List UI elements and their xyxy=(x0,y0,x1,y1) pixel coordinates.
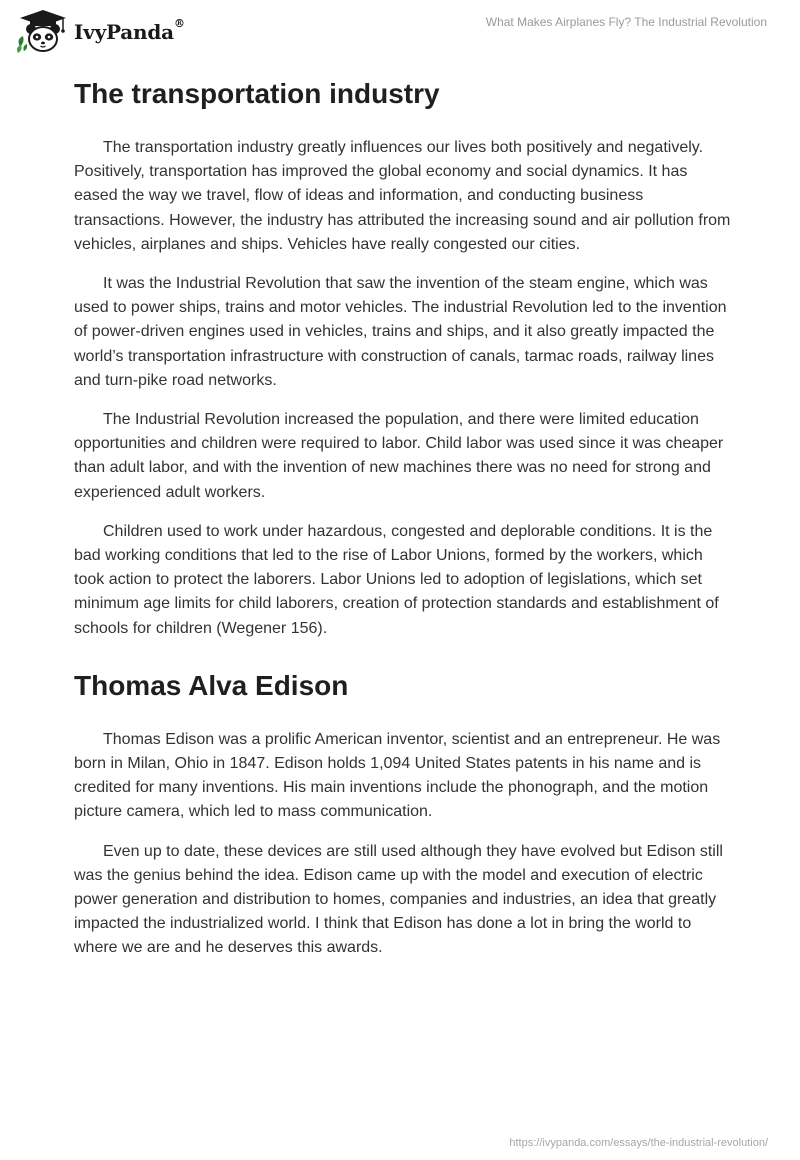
logo-wordmark: IvyPanda® xyxy=(74,17,185,44)
section-heading: The transportation industry xyxy=(74,78,440,109)
page-header xyxy=(0,0,800,60)
document-title: What Makes Airplanes Fly? The Industrial Revolution xyxy=(485,15,767,29)
source-url-link[interactable]: https://ivypanda.com/essays/the-industrial-revolution/ xyxy=(509,1137,768,1149)
paragraph: The transportation industry greatly influences our lives both positively and negatively. Positively, transportation has improved the global economy and social dynamics. It has eased the way we travel, flow of ideas and information, and conducting business transactions. However, the industry has attributed the increasing sound and air pollution from vehicles, airplanes and ships. Vehicles have really congested our cities. xyxy=(74,139,731,253)
essay-content xyxy=(74,70,734,976)
section-thomas-alva-edison xyxy=(74,666,734,961)
ivypanda-logo[interactable] xyxy=(14,9,185,55)
paragraph: The Industrial Revolution increased the population, and there were limited education opportunities and children were required to labor. Child labor was used since it was cheaper than adult labor, and with the invention of new machines there was no need for strong and experienced adult workers. xyxy=(74,411,724,501)
panda-graduate-icon xyxy=(14,9,72,55)
paragraph: Thomas Edison was a prolific American inventor, scientist and an entrepreneur. He was born in Milan, Ohio in 1847. Edison holds 1,094 United States patents in his name and is credited for many inventions. His main inventions include the phonograph, and the motion picture camera, which led to mass communication. xyxy=(74,730,721,821)
registered-mark: ® xyxy=(173,17,185,30)
paragraph: It was the Industrial Revolution that saw the invention of the steam engine, which was used to power ships, trains and motor vehicles. The industrial Revolution led to the invention of power-driven engines used in vehicles, trains and ships, and it also greatly impacted the world’s transportation infrastructure with construction of canals, tarmac roads, railway lines and turn-pike road networks. xyxy=(74,275,727,389)
paragraph: Children used to work under hazardous, congested and deplorable conditions. It is the bad working conditions that led to the rise of Labor Unions, formed by the workers, which took action to protect the laborers. Labor Unions led to adoption of legislations, which set minimum age limits for child laborers, creation of protection standards and establishment of schools for children (Wegener 156). xyxy=(74,522,719,637)
section-heading: Thomas Alva Edison xyxy=(74,669,349,701)
section-transportation-industry xyxy=(74,74,734,641)
paragraph: Even up to date, these devices are still used although they have evolved but Edison still was the genius behind the idea. Edison came up with the model and execution of electric power generation and distribution to homes, companies and industries, an idea that greatly impacted the industrialized world. I think that Edison has done a lot in bring the world to where we are and he deserves this awards. xyxy=(74,842,723,957)
